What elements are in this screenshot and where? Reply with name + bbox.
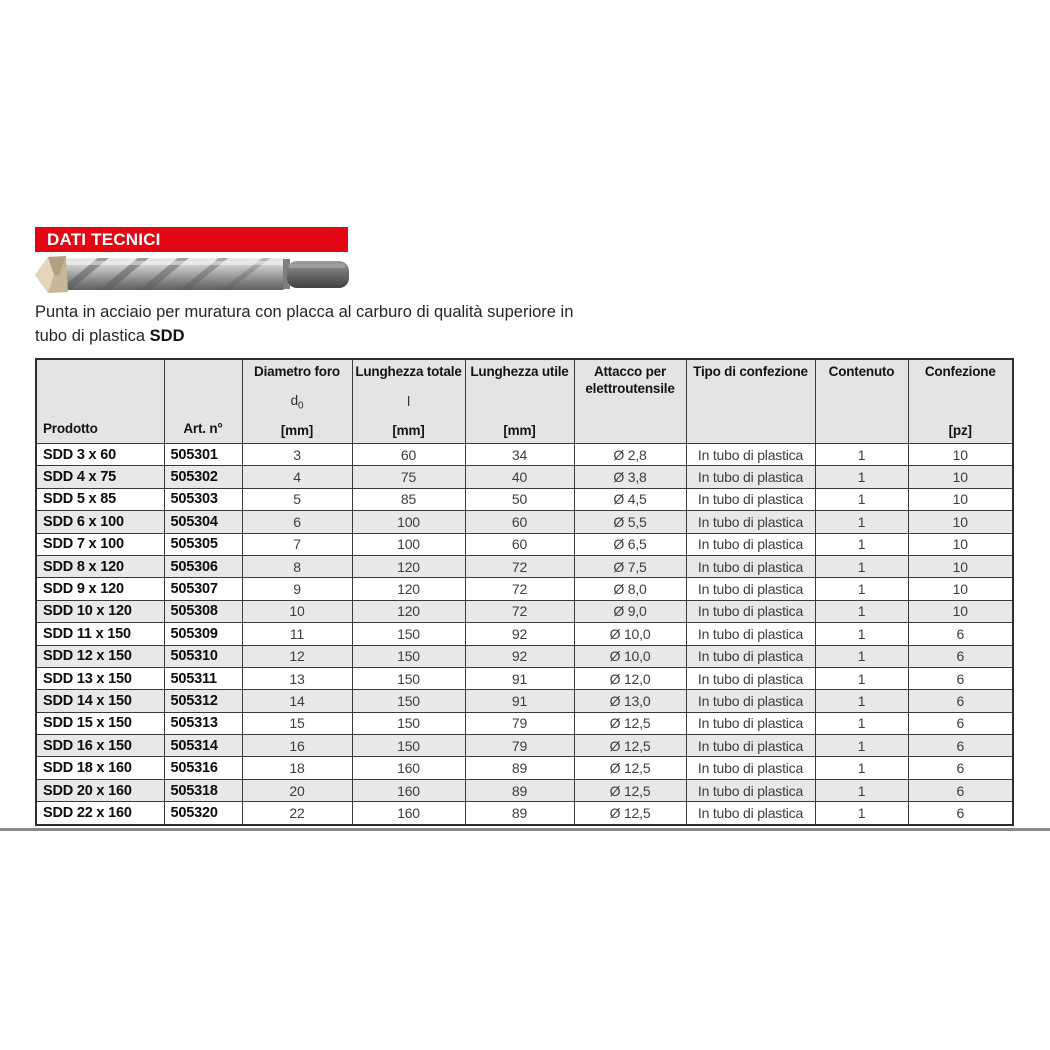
cell-attacco_per_elettroutensile: Ø 2,8 — [574, 444, 686, 466]
cell-diametro_foro: 12 — [242, 645, 352, 667]
table-row — [36, 578, 1013, 600]
cell-tipo_di_confezione: In tubo di plastica — [686, 645, 815, 667]
cell-attacco_per_elettroutensile: Ø 10,0 — [574, 623, 686, 645]
cell-contenuto: 1 — [815, 667, 908, 689]
header-lunghezza-totale — [352, 359, 465, 444]
cell-contenuto: 1 — [815, 645, 908, 667]
header-lunghezza-utile — [465, 359, 574, 444]
cell-prodotto: SDD 14 x 150 — [36, 690, 164, 712]
table-row — [36, 533, 1013, 555]
cell-art_n: 505301 — [164, 444, 242, 466]
cell-attacco_per_elettroutensile: Ø 12,5 — [574, 757, 686, 779]
cell-tipo_di_confezione: In tubo di plastica — [686, 712, 815, 734]
cell-confezione: 10 — [908, 444, 1013, 466]
cell-attacco_per_elettroutensile: Ø 12,5 — [574, 779, 686, 801]
cell-contenuto: 1 — [815, 712, 908, 734]
cell-lunghezza_utile: 79 — [465, 735, 574, 757]
cell-lunghezza_totale: 100 — [352, 511, 465, 533]
cell-diametro_foro: 6 — [242, 511, 352, 533]
drill-bit-image — [33, 251, 349, 299]
cell-contenuto: 1 — [815, 578, 908, 600]
technical-data-table — [35, 358, 1014, 826]
description-line1: Punta in acciaio per muratura con placca al carburo di qualità superiore in — [35, 303, 574, 321]
cell-lunghezza_utile: 40 — [465, 466, 574, 488]
header-label: Lunghezza utile — [470, 364, 569, 379]
header-tipo-confezione — [686, 359, 815, 444]
cell-art_n: 505314 — [164, 735, 242, 757]
cell-attacco_per_elettroutensile: Ø 12,5 — [574, 712, 686, 734]
cell-lunghezza_totale: 75 — [352, 466, 465, 488]
cell-contenuto: 1 — [815, 533, 908, 555]
cell-contenuto: 1 — [815, 802, 908, 825]
cell-diametro_foro: 20 — [242, 779, 352, 801]
cell-confezione: 10 — [908, 488, 1013, 510]
cell-prodotto: SDD 8 x 120 — [36, 555, 164, 577]
table-row — [36, 511, 1013, 533]
cell-contenuto: 1 — [815, 511, 908, 533]
cell-prodotto: SDD 7 x 100 — [36, 533, 164, 555]
cell-attacco_per_elettroutensile: Ø 3,8 — [574, 466, 686, 488]
cell-lunghezza_totale: 60 — [352, 444, 465, 466]
cell-prodotto: SDD 10 x 120 — [36, 600, 164, 622]
cell-lunghezza_totale: 150 — [352, 667, 465, 689]
cell-lunghezza_totale: 100 — [352, 533, 465, 555]
cell-confezione: 6 — [908, 802, 1013, 825]
cell-lunghezza_totale: 150 — [352, 712, 465, 734]
cell-attacco_per_elettroutensile: Ø 7,5 — [574, 555, 686, 577]
cell-art_n: 505305 — [164, 533, 242, 555]
header-label: Lunghezza totale — [355, 364, 462, 379]
cell-prodotto: SDD 13 x 150 — [36, 667, 164, 689]
cell-confezione: 6 — [908, 757, 1013, 779]
cell-confezione: 10 — [908, 600, 1013, 622]
cell-prodotto: SDD 11 x 150 — [36, 623, 164, 645]
cell-diametro_foro: 10 — [242, 600, 352, 622]
table-row — [36, 779, 1013, 801]
cell-lunghezza_totale: 160 — [352, 802, 465, 825]
cell-contenuto: 1 — [815, 735, 908, 757]
table-header-row — [36, 359, 1013, 444]
cell-confezione: 10 — [908, 533, 1013, 555]
cell-art_n: 505318 — [164, 779, 242, 801]
cell-diametro_foro: 9 — [242, 578, 352, 600]
cell-lunghezza_totale: 120 — [352, 600, 465, 622]
header-label: Prodotto — [43, 421, 98, 437]
cell-lunghezza_utile: 79 — [465, 712, 574, 734]
cell-attacco_per_elettroutensile: Ø 12,0 — [574, 667, 686, 689]
cell-lunghezza_utile: 60 — [465, 533, 574, 555]
cell-lunghezza_utile: 89 — [465, 779, 574, 801]
cell-tipo_di_confezione: In tubo di plastica — [686, 690, 815, 712]
cell-lunghezza_totale: 120 — [352, 555, 465, 577]
cell-confezione: 6 — [908, 645, 1013, 667]
cell-lunghezza_utile: 34 — [465, 444, 574, 466]
page-title-banner — [35, 227, 348, 252]
cell-tipo_di_confezione: In tubo di plastica — [686, 578, 815, 600]
table-row — [36, 488, 1013, 510]
cell-confezione: 6 — [908, 735, 1013, 757]
cell-lunghezza_utile: 89 — [465, 757, 574, 779]
cell-contenuto: 1 — [815, 779, 908, 801]
cell-contenuto: 1 — [815, 555, 908, 577]
cell-confezione: 10 — [908, 555, 1013, 577]
cell-tipo_di_confezione: In tubo di plastica — [686, 511, 815, 533]
cell-lunghezza_totale: 150 — [352, 735, 465, 757]
cell-art_n: 505307 — [164, 578, 242, 600]
cell-prodotto: SDD 3 x 60 — [36, 444, 164, 466]
header-label: Diametro foro — [254, 364, 340, 379]
cell-prodotto: SDD 20 x 160 — [36, 779, 164, 801]
cell-attacco_per_elettroutensile: Ø 12,5 — [574, 802, 686, 825]
table-row — [36, 712, 1013, 734]
cell-art_n: 505302 — [164, 466, 242, 488]
cell-lunghezza_utile: 60 — [465, 511, 574, 533]
cell-diametro_foro: 13 — [242, 667, 352, 689]
table-row — [36, 555, 1013, 577]
cell-tipo_di_confezione: In tubo di plastica — [686, 667, 815, 689]
cell-diametro_foro: 3 — [242, 444, 352, 466]
table-row — [36, 600, 1013, 622]
table-row — [36, 667, 1013, 689]
cell-contenuto: 1 — [815, 600, 908, 622]
cell-confezione: 6 — [908, 712, 1013, 734]
cell-art_n: 505311 — [164, 667, 242, 689]
cell-tipo_di_confezione: In tubo di plastica — [686, 600, 815, 622]
description-line2: tubo di plastica — [35, 326, 150, 345]
header-label: Attacco per elettroutensile — [585, 364, 675, 396]
cell-diametro_foro: 16 — [242, 735, 352, 757]
header-diametro-foro — [242, 359, 352, 444]
cell-lunghezza_totale: 150 — [352, 645, 465, 667]
table-row — [36, 645, 1013, 667]
table-row — [36, 757, 1013, 779]
header-symbol: $d_0$ — [290, 392, 304, 412]
cell-diametro_foro: 5 — [242, 488, 352, 510]
cell-art_n: 505316 — [164, 757, 242, 779]
cell-contenuto: 1 — [815, 488, 908, 510]
cell-prodotto: SDD 18 x 160 — [36, 757, 164, 779]
cell-lunghezza_totale: 85 — [352, 488, 465, 510]
cell-art_n: 505308 — [164, 600, 242, 622]
cell-lunghezza_utile: 92 — [465, 623, 574, 645]
cell-attacco_per_elettroutensile: Ø 9,0 — [574, 600, 686, 622]
cell-attacco_per_elettroutensile: Ø 4,5 — [574, 488, 686, 510]
table-row — [36, 735, 1013, 757]
cell-attacco_per_elettroutensile: Ø 8,0 — [574, 578, 686, 600]
product-description — [35, 301, 635, 348]
cell-lunghezza_totale: 160 — [352, 779, 465, 801]
cell-lunghezza_totale: 160 — [352, 757, 465, 779]
header-art-n — [164, 359, 242, 444]
cell-lunghezza_utile: 92 — [465, 645, 574, 667]
table-row — [36, 623, 1013, 645]
cell-tipo_di_confezione: In tubo di plastica — [686, 488, 815, 510]
cell-tipo_di_confezione: In tubo di plastica — [686, 533, 815, 555]
cell-lunghezza_totale: 150 — [352, 690, 465, 712]
cell-confezione: 6 — [908, 623, 1013, 645]
product-code: SDD — [149, 326, 185, 345]
cell-diametro_foro: 4 — [242, 466, 352, 488]
cell-diametro_foro: 14 — [242, 690, 352, 712]
cell-art_n: 505312 — [164, 690, 242, 712]
header-symbol: l — [407, 394, 410, 410]
cell-attacco_per_elettroutensile: Ø 10,0 — [574, 645, 686, 667]
page-separator-line — [0, 828, 1050, 831]
header-unit: [mm] — [392, 423, 425, 438]
cell-lunghezza_utile: 89 — [465, 802, 574, 825]
cell-tipo_di_confezione: In tubo di plastica — [686, 444, 815, 466]
cell-art_n: 505304 — [164, 511, 242, 533]
cell-attacco_per_elettroutensile: Ø 6,5 — [574, 533, 686, 555]
cell-lunghezza_utile: 72 — [465, 600, 574, 622]
table-row — [36, 444, 1013, 466]
header-contenuto — [815, 359, 908, 444]
cell-art_n: 505320 — [164, 802, 242, 825]
cell-attacco_per_elettroutensile: Ø 12,5 — [574, 735, 686, 757]
cell-attacco_per_elettroutensile: Ø 5,5 — [574, 511, 686, 533]
cell-diametro_foro: 15 — [242, 712, 352, 734]
cell-confezione: 6 — [908, 690, 1013, 712]
cell-lunghezza_utile: 72 — [465, 578, 574, 600]
cell-diametro_foro: 7 — [242, 533, 352, 555]
cell-lunghezza_totale: 150 — [352, 623, 465, 645]
cell-art_n: 505306 — [164, 555, 242, 577]
cell-confezione: 6 — [908, 667, 1013, 689]
cell-tipo_di_confezione: In tubo di plastica — [686, 779, 815, 801]
header-confezione — [908, 359, 1013, 444]
cell-confezione: 10 — [908, 511, 1013, 533]
header-label: Art. n° — [183, 421, 223, 437]
cell-art_n: 505303 — [164, 488, 242, 510]
cell-tipo_di_confezione: In tubo di plastica — [686, 757, 815, 779]
cell-contenuto: 1 — [815, 757, 908, 779]
cell-contenuto: 1 — [815, 690, 908, 712]
cell-prodotto: SDD 6 x 100 — [36, 511, 164, 533]
cell-prodotto: SDD 5 x 85 — [36, 488, 164, 510]
cell-confezione: 6 — [908, 779, 1013, 801]
cell-tipo_di_confezione: In tubo di plastica — [686, 555, 815, 577]
header-label: Confezione — [924, 364, 996, 379]
cell-diametro_foro: 11 — [242, 623, 352, 645]
page-title: DATI TECNICI — [47, 230, 161, 249]
cell-contenuto: 1 — [815, 444, 908, 466]
cell-lunghezza_utile: 91 — [465, 690, 574, 712]
cell-lunghezza_utile: 50 — [465, 488, 574, 510]
header-label: Contenuto — [828, 364, 895, 379]
table-body — [36, 444, 1013, 825]
cell-tipo_di_confezione: In tubo di plastica — [686, 735, 815, 757]
cell-prodotto: SDD 12 x 150 — [36, 645, 164, 667]
cell-lunghezza_utile: 72 — [465, 555, 574, 577]
cell-confezione: 10 — [908, 578, 1013, 600]
cell-prodotto: SDD 9 x 120 — [36, 578, 164, 600]
table-row — [36, 690, 1013, 712]
cell-attacco_per_elettroutensile: Ø 13,0 — [574, 690, 686, 712]
header-unit: [mm] — [280, 423, 314, 438]
header-prodotto — [36, 359, 164, 444]
cell-tipo_di_confezione: In tubo di plastica — [686, 802, 815, 825]
cell-contenuto: 1 — [815, 466, 908, 488]
cell-art_n: 505310 — [164, 645, 242, 667]
cell-confezione: 10 — [908, 466, 1013, 488]
cell-lunghezza_utile: 91 — [465, 667, 574, 689]
cell-prodotto: SDD 22 x 160 — [36, 802, 164, 825]
cell-diametro_foro: 22 — [242, 802, 352, 825]
cell-diametro_foro: 8 — [242, 555, 352, 577]
cell-art_n: 505309 — [164, 623, 242, 645]
cell-art_n: 505313 — [164, 712, 242, 734]
table-row — [36, 802, 1013, 825]
header-label: Tipo di confezione — [693, 364, 808, 379]
header-attacco — [574, 359, 686, 444]
cell-tipo_di_confezione: In tubo di plastica — [686, 466, 815, 488]
table-row — [36, 466, 1013, 488]
cell-tipo_di_confezione: In tubo di plastica — [686, 623, 815, 645]
header-unit: [pz] — [948, 423, 972, 438]
cell-prodotto: SDD 16 x 150 — [36, 735, 164, 757]
cell-prodotto: SDD 4 x 75 — [36, 466, 164, 488]
cell-contenuto: 1 — [815, 623, 908, 645]
cell-diametro_foro: 18 — [242, 757, 352, 779]
cell-prodotto: SDD 15 x 150 — [36, 712, 164, 734]
cell-lunghezza_totale: 120 — [352, 578, 465, 600]
header-unit: [mm] — [503, 423, 536, 438]
